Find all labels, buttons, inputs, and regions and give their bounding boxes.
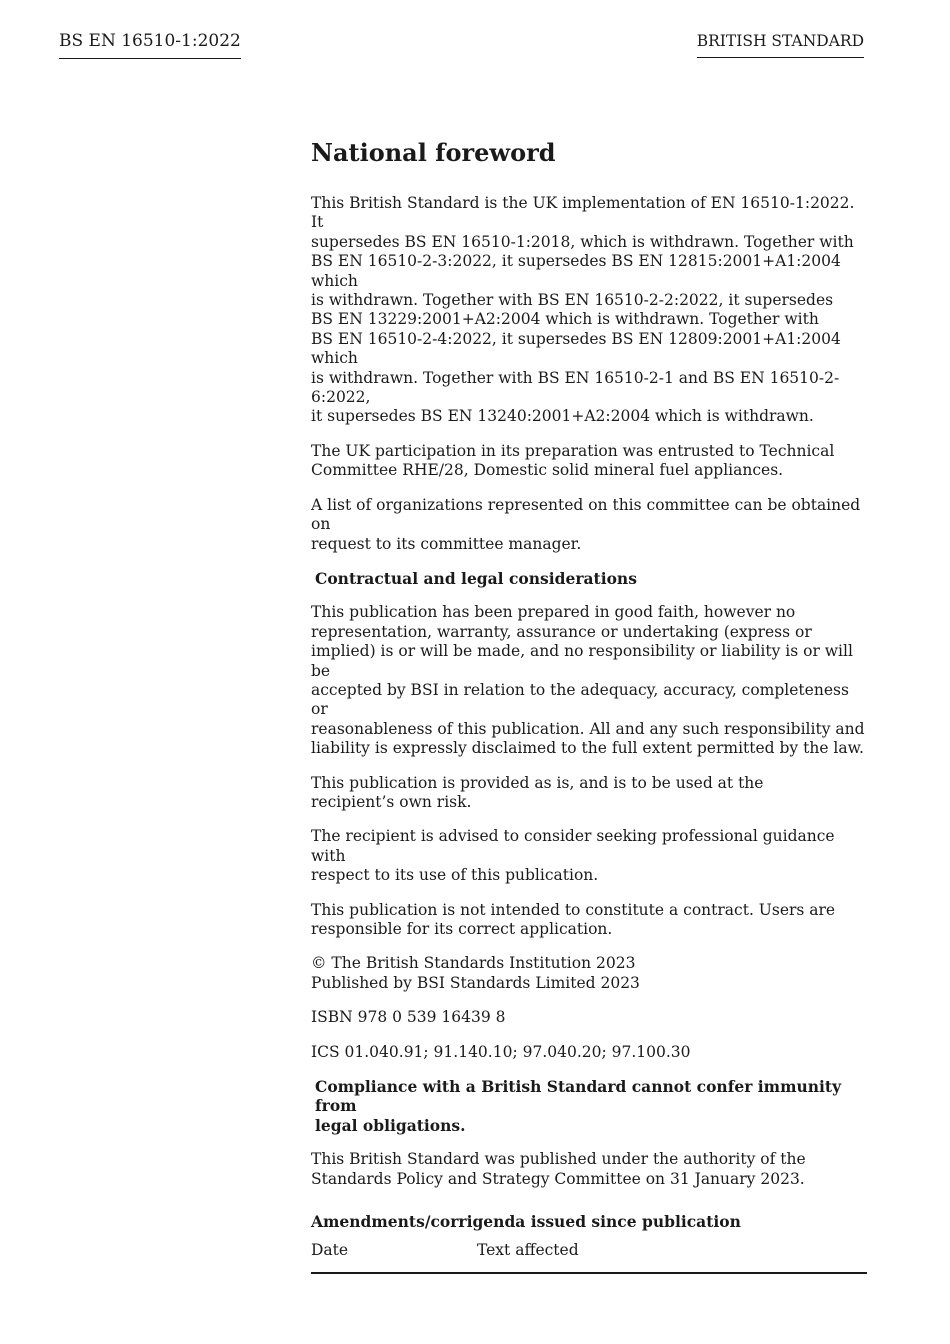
text-line: legal obligations. bbox=[315, 1115, 466, 1135]
page-title: National foreword bbox=[311, 138, 556, 167]
copyright-paragraph bbox=[311, 954, 867, 993]
text-line: This publication has been prepared in good faith, however no bbox=[311, 603, 796, 622]
ics: ICS 01.040.91; 91.140.10; 97.040.20; 97.100.30 bbox=[311, 1042, 691, 1061]
text-line: is withdrawn. Together with BS EN 16510-2-2:2022, it supersedes bbox=[311, 291, 834, 310]
isbn: ISBN 978 0 539 16439 8 bbox=[311, 1008, 506, 1027]
text-line: it supersedes BS EN 13240:2001+A2:2004 which is withdrawn. bbox=[311, 407, 814, 426]
committee-paragraph bbox=[311, 442, 867, 481]
own-risk-paragraph bbox=[311, 774, 867, 813]
text-line: respect to its use of this publication. bbox=[311, 866, 599, 885]
text-line: Committee RHE/28, Domestic solid mineral fuel appliances. bbox=[311, 461, 784, 480]
text-line: liability is expressly disclaimed to the full extent permitted by the law. bbox=[311, 739, 864, 758]
text-line: This publication is not intended to constitute a contract. Users are bbox=[311, 900, 836, 919]
text-line: representation, warranty, assurance or undertaking (express or bbox=[311, 622, 812, 641]
text-line: This British Standard was published under the authority of the bbox=[311, 1150, 806, 1169]
contract-paragraph bbox=[311, 901, 867, 940]
text-line: reasonableness of this publication. All and any such responsibility and bbox=[311, 719, 865, 738]
text-line: © The British Standards Institution 2023 bbox=[311, 954, 636, 973]
text-line: supersedes BS EN 16510-1:2018, which is withdrawn. Together with bbox=[311, 232, 854, 251]
header-standard-number: BS EN 16510-1:2022 bbox=[59, 30, 241, 59]
text-line: implied) is or will be made, and no responsibility or liability is or will be bbox=[311, 642, 853, 680]
text-line: BS EN 16510-2-3:2022, it supersedes BS EN 12815:2001+A1:2004 which bbox=[311, 252, 841, 290]
organizations-paragraph bbox=[311, 496, 867, 554]
national-foreword bbox=[311, 137, 867, 1274]
text-line: request to its committee manager. bbox=[311, 534, 582, 553]
amendments-heading: Amendments/corrigenda issued since publication bbox=[311, 1212, 741, 1232]
published-paragraph bbox=[311, 1150, 867, 1189]
amendments-date-header: Date bbox=[311, 1241, 349, 1260]
text-line: The UK participation in its preparation was entrusted to Technical bbox=[311, 441, 835, 460]
compliance-notice bbox=[315, 1077, 867, 1135]
text-line: This publication is provided as is, and is to be used at the bbox=[311, 773, 764, 792]
contractual-heading: Contractual and legal considerations bbox=[315, 568, 637, 588]
amendments-table bbox=[311, 1241, 867, 1273]
text-line: is withdrawn. Together with BS EN 16510-2-1 and BS EN 16510-2-6:2022, bbox=[311, 368, 840, 407]
header-series-label: BRITISH STANDARD bbox=[697, 31, 864, 58]
amendments-text-header: Text affected bbox=[477, 1241, 579, 1260]
text-line: The recipient is advised to consider seeking professional guidance with bbox=[311, 827, 835, 865]
text-line: BS EN 16510-2-4:2022, it supersedes BS EN 12809:2001+A1:2004 which bbox=[311, 329, 841, 368]
text-line: A list of organizations represented on this committee can be obtained on bbox=[311, 495, 861, 534]
text-line: This British Standard is the UK implementation of EN 16510-1:2022. It bbox=[311, 194, 855, 232]
text-line: Published by BSI Standards Limited 2023 bbox=[311, 973, 640, 992]
text-line: BS EN 13229:2001+A2:2004 which is withdrawn. Together with bbox=[311, 310, 819, 329]
good-faith-paragraph bbox=[311, 603, 867, 758]
text-line: recipient’s own risk. bbox=[311, 792, 472, 811]
implementation-paragraph bbox=[311, 194, 867, 427]
text-line: Compliance with a British Standard cannot confer immunity from bbox=[315, 1077, 842, 1116]
text-line: accepted by BSI in relation to the adequacy, accuracy, completeness or bbox=[311, 680, 849, 719]
guidance-paragraph bbox=[311, 827, 867, 885]
text-line: responsible for its correct application. bbox=[311, 920, 613, 938]
text-line: Standards Policy and Strategy Committee on 31 January 2023. bbox=[311, 1169, 805, 1188]
